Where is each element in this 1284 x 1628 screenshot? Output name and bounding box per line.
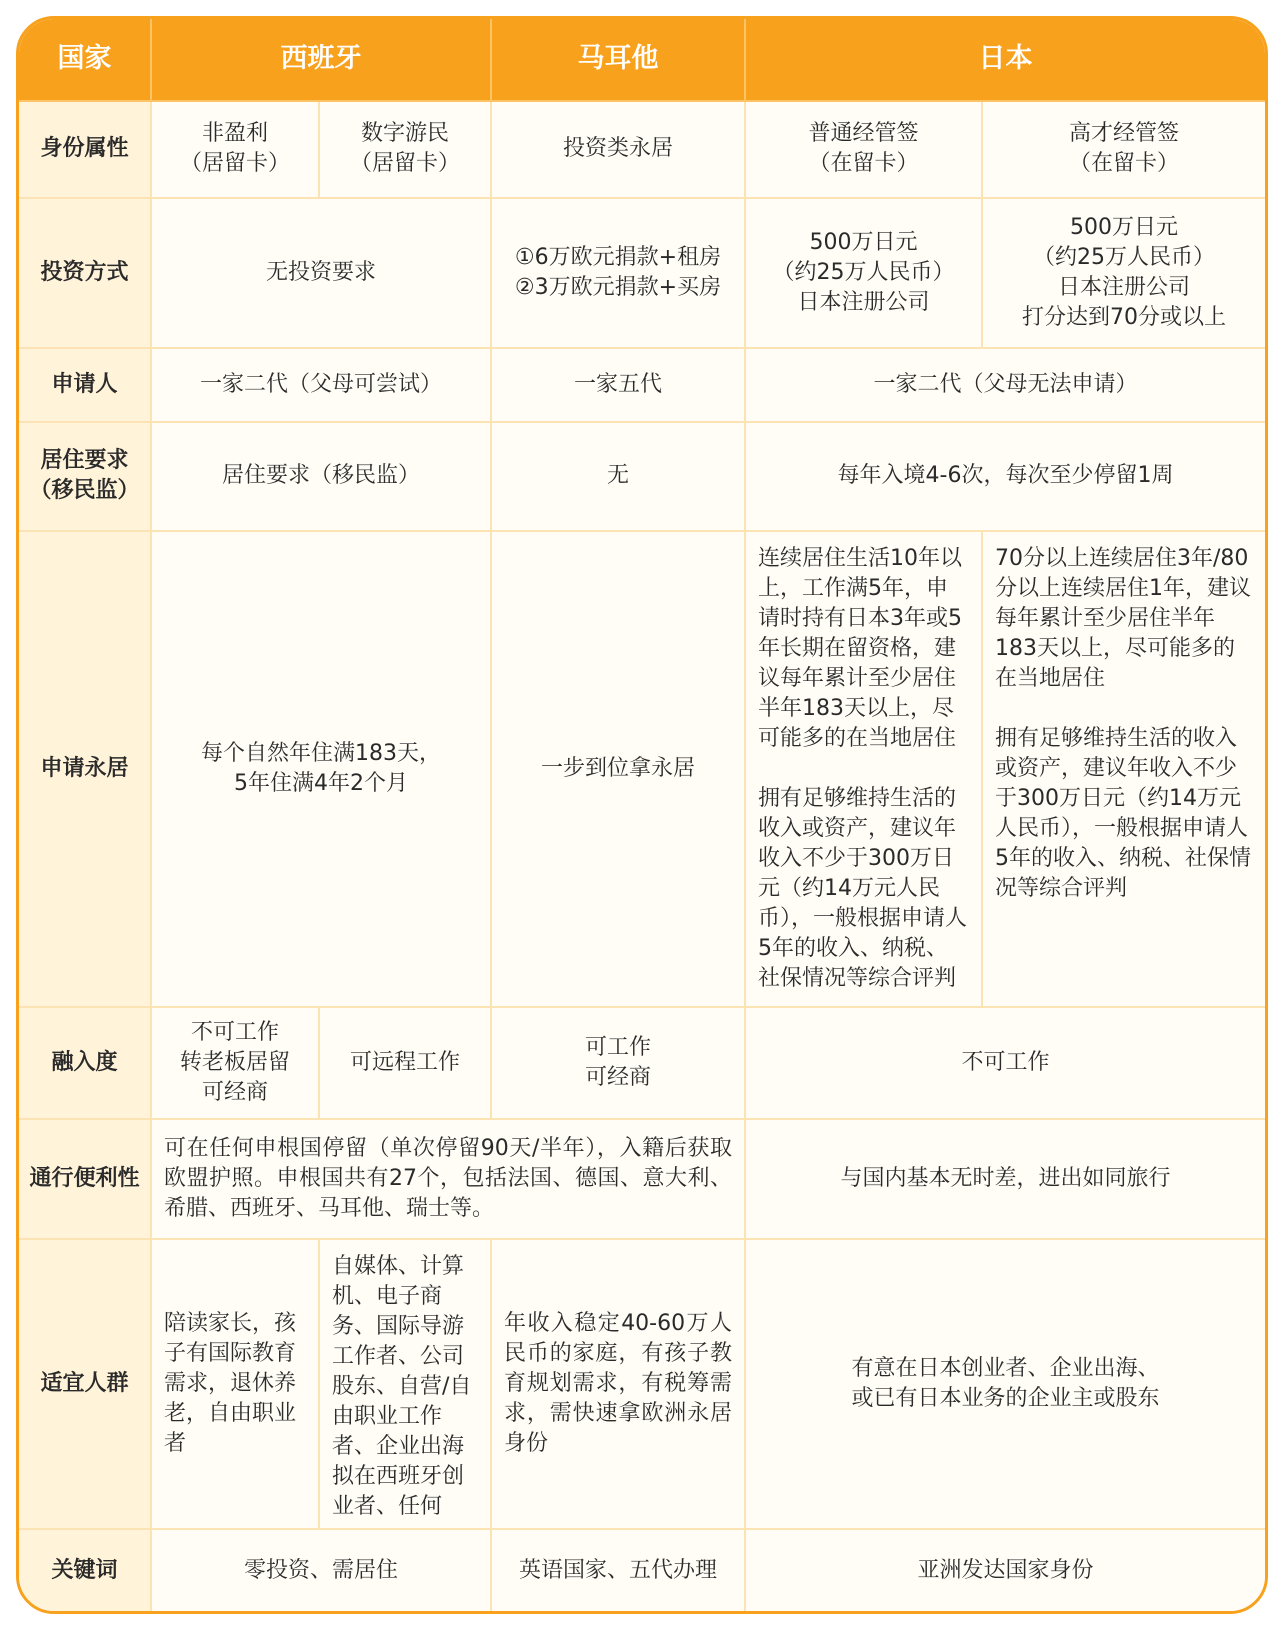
cell-malta: 英语国家、五代办理	[491, 1529, 745, 1611]
cell-japan: 与国内基本无时差，进出如同旅行	[745, 1119, 1265, 1239]
cell-japan: 一家二代（父母无法申请）	[745, 348, 1265, 423]
header-spain: 西班牙	[151, 19, 491, 101]
row-label: 通行便利性	[19, 1119, 151, 1239]
comparison-card	[16, 16, 1268, 1614]
cell-japan: 亚洲发达国家身份	[745, 1529, 1265, 1611]
cell-spain: 一家二代（父母可尝试）	[151, 348, 491, 423]
header-row	[19, 19, 1265, 101]
cell-japan: 每年入境4-6次，每次至少停留1周	[745, 422, 1265, 530]
cell-malta: ①6万欧元捐款+租房 ②3万欧元捐款+买房	[491, 198, 745, 348]
row-label: 关键词	[19, 1529, 151, 1611]
row-label: 居住要求 （移民监）	[19, 422, 151, 530]
row-travel	[19, 1119, 1265, 1239]
cell-spain: 每个自然年住满183天， 5年住满4年2个月	[151, 531, 491, 1008]
row-permanent	[19, 531, 1265, 1008]
cell-europe: 可在任何申根国停留（单次停留90天/半年），入籍后获取欧盟护照。申根国共有27个，包括法国、德国、意大利、希腊、西班牙、马耳他、瑞士等。	[151, 1119, 745, 1239]
row-label: 申请人	[19, 348, 151, 423]
cell-spain: 居住要求（移民监）	[151, 422, 491, 530]
cell-japan-business: 普通经管签 （在留卡）	[745, 101, 982, 198]
row-label: 申请永居	[19, 531, 151, 1008]
cell-malta: 可工作 可经商	[491, 1007, 745, 1118]
cell-malta: 一家五代	[491, 348, 745, 423]
cell-spain-nomad: 自媒体、计算机、电子商务、国际导游工作者、公司股东、自营/自由职业工作者、企业出海拟在西班牙创业者、任何	[319, 1239, 491, 1529]
row-suitable	[19, 1239, 1265, 1529]
row-integration	[19, 1007, 1265, 1118]
comparison-table	[19, 19, 1265, 1611]
cell-japan: 不可工作	[745, 1007, 1265, 1118]
row-applicant	[19, 348, 1265, 423]
header-country: 国家	[19, 19, 151, 101]
cell-spain: 零投资、需居住	[151, 1529, 491, 1611]
cell-malta: 年收入稳定40-60万人民币的家庭，有孩子教育规划需求，有税筹需求，需快速拿欧洲永居身份	[491, 1239, 745, 1529]
row-label: 融入度	[19, 1007, 151, 1118]
cell-spain-nonlucrative: 不可工作 转老板居留 可经商	[151, 1007, 319, 1118]
cell-japan: 有意在日本创业者、企业出海、 或已有日本业务的企业主或股东	[745, 1239, 1265, 1529]
row-label: 投资方式	[19, 198, 151, 348]
cell-japan-business: 连续居住生活10年以上，工作满5年，申请时持有日本3年或5年长期在留资格，建议每年累计至少居住半年183天以上，尽可能多的在当地居住 拥有足够维持生活的收入或资产，建议年收入不少于300万日元（约14万元人民币），一般根据申请人5年的收入、纳税、社保情况等综合评判	[745, 531, 982, 1008]
cell-malta: 投资类永居	[491, 101, 745, 198]
cell-spain-nonlucrative: 非盈利 （居留卡）	[151, 101, 319, 198]
row-label: 适宜人群	[19, 1239, 151, 1529]
cell-japan-highskill: 70分以上连续居住3年/80分以上连续居住1年，建议每年累计至少居住半年183天以上，尽可能多的在当地居住 拥有足够维持生活的收入或资产，建议年收入不少于300万日元（约14万元人民币），一般根据申请人5年的收入、纳税、社保情况等综合评判	[982, 531, 1265, 1008]
row-label: 身份属性	[19, 101, 151, 198]
cell-japan-business: 500万日元 （约25万人民币） 日本注册公司	[745, 198, 982, 348]
cell-spain: 无投资要求	[151, 198, 491, 348]
cell-spain-nomad: 数字游民 （居留卡）	[319, 101, 491, 198]
header-malta: 马耳他	[491, 19, 745, 101]
cell-spain-nonlucrative: 陪读家长，孩子有国际教育需求，退休养老，自由职业者	[151, 1239, 319, 1529]
row-keywords	[19, 1529, 1265, 1611]
cell-spain-nomad: 可远程工作	[319, 1007, 491, 1118]
cell-malta: 无	[491, 422, 745, 530]
cell-malta: 一步到位拿永居	[491, 531, 745, 1008]
header-japan: 日本	[745, 19, 1265, 101]
row-identity	[19, 101, 1265, 198]
row-residency	[19, 422, 1265, 530]
cell-japan-highskill: 高才经管签 （在留卡）	[982, 101, 1265, 198]
cell-japan-highskill: 500万日元 （约25万人民币） 日本注册公司 打分达到70分或以上	[982, 198, 1265, 348]
row-investment	[19, 198, 1265, 348]
